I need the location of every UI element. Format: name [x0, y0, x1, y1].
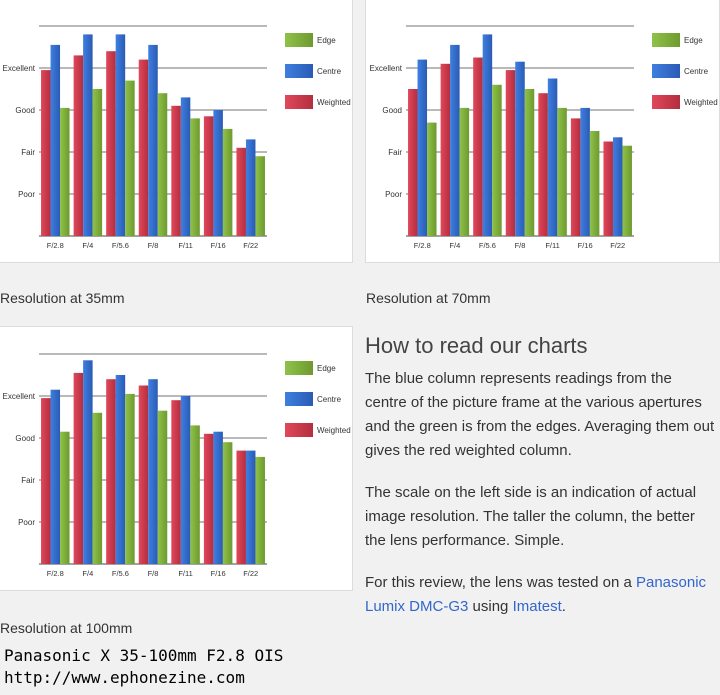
- x-tick-label: F/4: [82, 241, 94, 250]
- bar-weighted: [106, 51, 116, 236]
- y-tick-label: Good: [15, 434, 35, 443]
- watermark-url: http://www.ephonezine.com: [4, 668, 245, 687]
- y-tick-label: Fair: [21, 476, 35, 485]
- bar-chart-100mm: [0, 327, 352, 590]
- bar-weighted: [171, 400, 181, 564]
- legend-label-weighted: Weighted: [317, 426, 351, 435]
- chart-panel-35mm: [0, 0, 353, 263]
- bar-weighted: [74, 373, 84, 564]
- watermark-lens-name: Panasonic X 35-100mm F2.8 OIS: [4, 646, 284, 665]
- bar-edge: [622, 146, 632, 236]
- legend-label-edge: Edge: [684, 36, 703, 45]
- bar-weighted: [139, 386, 149, 565]
- test-note-mid: using: [472, 598, 509, 615]
- bar-edge: [492, 85, 502, 236]
- x-tick-label: F/16: [210, 569, 226, 578]
- legend-swatch-weighted: [285, 95, 313, 109]
- legend-label-edge: Edge: [317, 364, 336, 373]
- x-tick-label: F/8: [147, 241, 159, 250]
- bar-edge: [93, 89, 103, 236]
- x-tick-label: F/5.6: [111, 241, 129, 250]
- x-tick-label: F/22: [243, 241, 259, 250]
- legend-swatch-centre: [285, 392, 313, 406]
- bar-centre: [51, 390, 61, 564]
- bar-edge: [525, 89, 535, 236]
- bar-edge: [223, 442, 233, 564]
- legend-label-weighted: Weighted: [317, 98, 351, 107]
- x-tick-label: F/8: [147, 569, 159, 578]
- x-tick-label: F/2.8: [413, 241, 431, 250]
- test-note-suffix: .: [561, 598, 566, 615]
- legend-swatch-centre: [652, 64, 680, 78]
- bar-weighted: [106, 379, 116, 564]
- bar-edge: [190, 118, 200, 236]
- bar-centre: [418, 60, 428, 236]
- bar-edge: [190, 425, 200, 564]
- bar-weighted: [538, 93, 548, 236]
- bar-weighted: [473, 58, 483, 237]
- camera-link[interactable]: Panasonic Lumix DMC-G3: [365, 574, 707, 615]
- x-tick-label: F/2.8: [46, 241, 64, 250]
- bar-centre: [548, 79, 558, 237]
- legend-swatch-edge: [285, 361, 313, 375]
- bar-centre: [181, 97, 191, 236]
- test-note-prefix: For this review, the lens was tested on a: [365, 574, 632, 591]
- bar-weighted: [236, 148, 246, 236]
- x-tick-label: F/5.6: [111, 569, 129, 578]
- y-tick-label: Poor: [18, 518, 35, 527]
- bar-weighted: [571, 118, 581, 236]
- y-tick-label: Excellent: [2, 392, 35, 401]
- x-tick-label: F/11: [178, 569, 193, 578]
- chart-caption-70mm: Resolution at 70mm: [366, 290, 491, 306]
- bar-centre: [83, 360, 93, 564]
- bar-centre: [148, 45, 158, 236]
- how-to-read-paragraph-1: The blue column represents readings from the centre of the picture frame at the various apertures and the green is from the edges. Averaging them out gives the red weighted column.: [365, 370, 715, 459]
- y-tick-label: Fair: [388, 148, 402, 157]
- y-tick-label: Poor: [385, 190, 402, 199]
- how-to-read-title: How to read our charts: [365, 333, 588, 358]
- bar-weighted: [603, 142, 613, 237]
- bar-centre: [83, 34, 93, 236]
- legend-label-centre: Centre: [684, 67, 709, 76]
- x-tick-label: F/11: [178, 241, 193, 250]
- bar-weighted: [204, 116, 214, 236]
- legend-swatch-weighted: [652, 95, 680, 109]
- bar-centre: [181, 396, 191, 564]
- how-to-read-paragraph-2: The scale on the left side is an indication of actual image resolution. The taller the column, the better the lens performance. Simple.: [365, 484, 697, 549]
- bar-edge: [255, 457, 265, 564]
- bar-centre: [515, 62, 525, 236]
- chart-panel-70mm: [365, 0, 720, 263]
- bar-centre: [148, 379, 158, 564]
- x-tick-label: F/5.6: [478, 241, 496, 250]
- x-tick-label: F/2.8: [46, 569, 64, 578]
- bar-centre: [246, 139, 256, 236]
- x-tick-label: F/4: [449, 241, 461, 250]
- watermark: [4, 645, 283, 689]
- bar-centre: [213, 110, 223, 236]
- bar-edge: [158, 411, 168, 564]
- bar-weighted: [171, 106, 181, 236]
- bar-weighted: [74, 55, 84, 236]
- bar-edge: [125, 81, 135, 236]
- bar-centre: [116, 375, 126, 564]
- how-to-read-paragraph-3: [365, 571, 715, 619]
- bar-edge: [60, 432, 70, 564]
- bar-edge: [427, 123, 437, 236]
- chart-caption-100mm: Resolution at 100mm: [0, 620, 133, 636]
- x-tick-label: F/22: [610, 241, 626, 250]
- bar-weighted: [41, 70, 51, 236]
- bar-edge: [60, 108, 70, 236]
- x-tick-label: F/8: [514, 241, 526, 250]
- bar-weighted: [441, 64, 451, 236]
- bar-chart-70mm: [366, 0, 719, 262]
- y-tick-label: Good: [382, 106, 402, 115]
- y-tick-label: Fair: [21, 148, 35, 157]
- chart-caption-35mm: Resolution at 35mm: [0, 290, 125, 306]
- bar-edge: [590, 131, 600, 236]
- x-tick-label: F/4: [82, 569, 94, 578]
- y-tick-label: Good: [15, 106, 35, 115]
- bar-edge: [93, 413, 103, 564]
- bar-edge: [223, 129, 233, 236]
- legend-label-weighted: Weighted: [684, 98, 718, 107]
- bar-centre: [51, 45, 61, 236]
- bar-edge: [158, 93, 168, 236]
- legend-swatch-edge: [285, 33, 313, 47]
- bar-centre: [116, 34, 126, 236]
- chart-panel-100mm: [0, 326, 353, 591]
- legend-swatch-edge: [652, 33, 680, 47]
- bar-centre: [580, 108, 590, 236]
- bar-edge: [460, 108, 470, 236]
- legend-swatch-weighted: [285, 423, 313, 437]
- bar-edge: [255, 156, 265, 236]
- bar-weighted: [41, 398, 51, 564]
- bar-edge: [125, 394, 135, 564]
- legend-swatch-centre: [285, 64, 313, 78]
- x-tick-label: F/16: [210, 241, 226, 250]
- bar-weighted: [139, 60, 149, 236]
- bar-centre: [450, 45, 460, 236]
- bar-centre: [613, 137, 623, 236]
- x-tick-label: F/11: [545, 241, 560, 250]
- y-tick-label: Excellent: [369, 64, 402, 73]
- bar-weighted: [236, 451, 246, 564]
- x-tick-label: F/22: [243, 569, 259, 578]
- bar-centre: [246, 451, 256, 564]
- legend-label-centre: Centre: [317, 67, 342, 76]
- legend-label-centre: Centre: [317, 395, 342, 404]
- bar-centre: [213, 432, 223, 564]
- bar-chart-35mm: [0, 0, 352, 262]
- bar-weighted: [204, 434, 214, 564]
- bar-edge: [557, 108, 567, 236]
- x-tick-label: F/16: [577, 241, 593, 250]
- legend-label-edge: Edge: [317, 36, 336, 45]
- how-to-read-section: [365, 333, 715, 637]
- y-tick-label: Poor: [18, 190, 35, 199]
- bar-centre: [483, 34, 493, 236]
- bar-weighted: [408, 89, 418, 236]
- bar-weighted: [506, 70, 516, 236]
- imatest-link[interactable]: Imatest: [512, 598, 562, 615]
- y-tick-label: Excellent: [2, 64, 35, 73]
